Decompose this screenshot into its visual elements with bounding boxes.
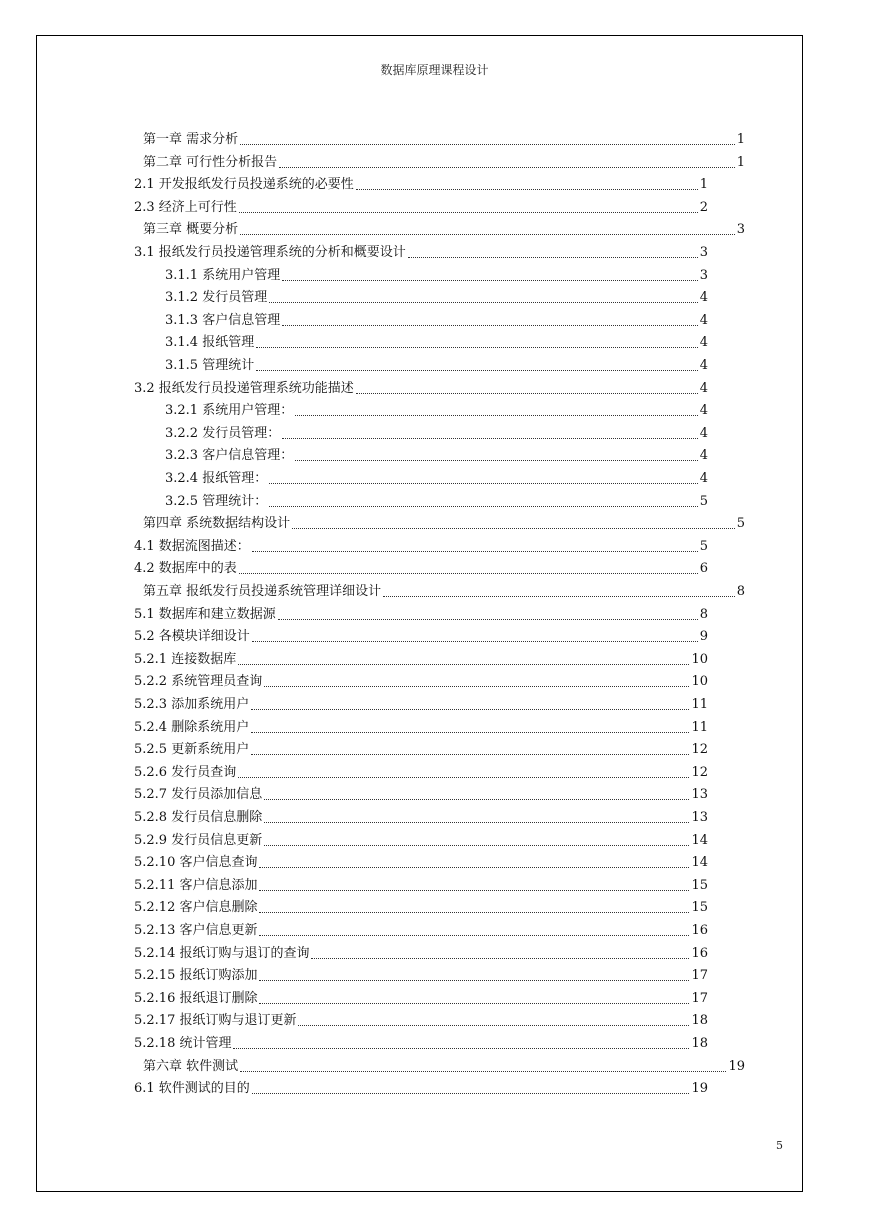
- toc-entry-label: 5.2.3 添加系统用户: [134, 697, 250, 712]
- toc-entry-label: 5.2.11 客户信息添加: [134, 878, 258, 893]
- toc-dot-leader: [259, 912, 689, 913]
- toc-entry-label: 6.1 软件测试的目的: [134, 1081, 250, 1096]
- toc-entry-label: 第一章 需求分析: [143, 132, 239, 147]
- toc-entry[interactable]: [134, 918, 708, 940]
- toc-dot-leader: [264, 686, 689, 687]
- toc-entry-page: 1: [699, 177, 708, 192]
- toc-entry-label: 5.2.4 删除系统用户: [134, 720, 250, 735]
- toc-entry-page: 13: [691, 787, 708, 802]
- toc-dot-leader: [282, 325, 698, 326]
- toc-entry-label: 2.1 开发报纸发行员投递系统的必要性: [134, 177, 354, 192]
- toc-entry-page: 15: [691, 878, 708, 893]
- toc-entry-page: 3: [699, 268, 708, 283]
- toc-entry-page: 2: [699, 200, 708, 215]
- toc-entry-page: 5: [699, 539, 708, 554]
- toc-entry[interactable]: [134, 895, 708, 917]
- toc-dot-leader: [256, 347, 698, 348]
- toc-entry[interactable]: [134, 941, 708, 963]
- toc-entry-page: 4: [699, 403, 708, 418]
- toc-entry-label: 3.2.4 报纸管理：: [165, 471, 268, 486]
- toc-entry-label: 5.2.1 连接数据库: [134, 652, 237, 667]
- toc-entry-page: 4: [699, 448, 708, 463]
- toc-entry-label: 4.1 数据流图描述：: [134, 539, 250, 554]
- toc-entry-label: 5.2.2 系统管理员查询: [134, 674, 263, 689]
- toc-entry-page: 14: [691, 833, 708, 848]
- toc-entry-label: 3.1.3 客户信息管理: [165, 313, 281, 328]
- toc-entry-page: 17: [691, 991, 708, 1006]
- toc-entry-page: 3: [699, 245, 708, 260]
- toc-dot-leader: [259, 890, 689, 891]
- toc-entry[interactable]: [134, 715, 708, 737]
- toc-dot-leader: [278, 619, 698, 620]
- toc-dot-leader: [251, 754, 689, 755]
- toc-entry-page: 19: [691, 1081, 708, 1096]
- toc-entry-page: 5: [699, 494, 708, 509]
- toc-entry[interactable]: [165, 443, 708, 465]
- toc-entry[interactable]: [165, 285, 708, 307]
- toc-entry[interactable]: [134, 647, 708, 669]
- toc-entry[interactable]: [165, 353, 708, 375]
- toc-entry-page: 4: [699, 381, 708, 396]
- toc-entry-page: 1: [736, 132, 745, 147]
- toc-entry-label: 3.1 报纸发行员投递管理系统的分析和概要设计: [134, 245, 406, 260]
- toc-entry-label: 5.2.10 客户信息查询: [134, 855, 258, 870]
- toc-entry-label: 5.2.8 发行员信息删除: [134, 810, 263, 825]
- toc-entry[interactable]: [134, 1008, 708, 1030]
- toc-entry-label: 5.2.17 报纸订购与退订更新: [134, 1013, 297, 1028]
- toc-entry-label: 3.1.1 系统用户管理: [165, 268, 281, 283]
- toc-entry-page: 4: [699, 290, 708, 305]
- toc-entry-page: 12: [691, 742, 708, 757]
- toc-entry[interactable]: [165, 308, 708, 330]
- toc-entry[interactable]: [134, 556, 708, 578]
- page-header: 数据库原理课程设计: [380, 63, 489, 77]
- toc-dot-leader: [259, 980, 689, 981]
- toc-entry-page: 16: [691, 923, 708, 938]
- toc-entry[interactable]: [143, 217, 745, 239]
- toc-entry[interactable]: [165, 330, 708, 352]
- toc-entry[interactable]: [165, 398, 708, 420]
- toc-dot-leader: [282, 280, 698, 281]
- toc-entry-page: 4: [699, 471, 708, 486]
- toc-dot-leader: [383, 596, 735, 597]
- toc-entry-label: 5.2.13 客户信息更新: [134, 923, 258, 938]
- toc-dot-leader: [252, 551, 698, 552]
- toc-entry-page: 4: [699, 358, 708, 373]
- toc-dot-leader: [233, 1048, 689, 1049]
- toc-dot-leader: [240, 234, 735, 235]
- toc-dot-leader: [282, 438, 698, 439]
- toc-entry-label: 5.2.7 发行员添加信息: [134, 787, 263, 802]
- toc-entry-label: 5.2.9 发行员信息更新: [134, 833, 263, 848]
- toc-entry[interactable]: [134, 624, 708, 646]
- toc-dot-leader: [295, 460, 698, 461]
- toc-dot-leader: [240, 144, 735, 145]
- toc-entry[interactable]: [134, 1031, 708, 1053]
- toc-dot-leader: [256, 370, 698, 371]
- toc-entry-page: 4: [699, 335, 708, 350]
- toc-entry-label: 5.2.12 客户信息删除: [134, 900, 258, 915]
- toc-dot-leader: [298, 1025, 689, 1026]
- toc-entry-label: 第六章 软件测试: [143, 1059, 239, 1074]
- toc-entry-page: 17: [691, 968, 708, 983]
- toc-entry-page: 15: [691, 900, 708, 915]
- toc-entry-page: 13: [691, 810, 708, 825]
- toc-dot-leader: [279, 167, 735, 168]
- toc-dot-leader: [292, 528, 735, 529]
- toc-entry[interactable]: [134, 850, 708, 872]
- toc-entry[interactable]: [134, 534, 708, 556]
- toc-dot-leader: [356, 393, 698, 394]
- toc-entry-label: 5.2 各模块详细设计: [134, 629, 250, 644]
- toc-entry-label: 5.2.5 更新系统用户: [134, 742, 250, 757]
- toc-entry-label: 3.2.5 管理统计：: [165, 494, 268, 509]
- toc-entry-page: 1: [736, 155, 745, 170]
- toc-dot-leader: [269, 506, 698, 507]
- toc-entry[interactable]: [165, 421, 708, 443]
- toc-entry[interactable]: [143, 579, 745, 601]
- toc-entry[interactable]: [134, 760, 708, 782]
- toc-entry[interactable]: [134, 782, 708, 804]
- toc-entry-page: 11: [691, 697, 708, 712]
- toc-entry[interactable]: [134, 692, 708, 714]
- toc-entry-label: 5.2.6 发行员查询: [134, 765, 237, 780]
- toc-entry-page: 10: [691, 674, 708, 689]
- toc-entry[interactable]: [143, 1054, 745, 1076]
- toc-dot-leader: [259, 867, 689, 868]
- toc-entry[interactable]: [134, 376, 708, 398]
- toc-entry-label: 3.2 报纸发行员投递管理系统功能描述: [134, 381, 354, 396]
- toc-entry-page: 10: [691, 652, 708, 667]
- toc-entry[interactable]: [134, 602, 708, 624]
- toc-entry-label: 3.1.5 管理统计: [165, 358, 255, 373]
- toc-entry-page: 18: [691, 1036, 708, 1051]
- toc-dot-leader: [311, 958, 689, 959]
- toc-dot-leader: [259, 935, 689, 936]
- toc-entry-page: 11: [691, 720, 708, 735]
- toc-entry-page: 14: [691, 855, 708, 870]
- toc-entry[interactable]: [143, 150, 745, 172]
- toc-entry-page: 8: [699, 607, 708, 622]
- toc-dot-leader: [238, 664, 689, 665]
- toc-entry-page: 9: [699, 629, 708, 644]
- toc-entry[interactable]: [134, 873, 708, 895]
- toc-entry[interactable]: [143, 511, 745, 533]
- toc-dot-leader: [264, 822, 689, 823]
- toc-dot-leader: [264, 845, 689, 846]
- toc-entry-label: 3.2.2 发行员管理：: [165, 426, 281, 441]
- toc-entry-label: 第四章 系统数据结构设计: [143, 516, 291, 531]
- toc-entry[interactable]: [134, 1076, 708, 1098]
- toc-entry-label: 5.2.15 报纸订购添加: [134, 968, 258, 983]
- toc-entry-page: 5: [736, 516, 745, 531]
- toc-entry[interactable]: [165, 263, 708, 285]
- toc-entry[interactable]: [143, 127, 745, 149]
- toc-entry-label: 5.1 数据库和建立数据源: [134, 607, 276, 622]
- toc-entry-label: 3.2.1 系统用户管理：: [165, 403, 294, 418]
- toc-entry-label: 第二章 可行性分析报告: [143, 155, 278, 170]
- toc-dot-leader: [356, 189, 698, 190]
- toc-entry-page: 4: [699, 313, 708, 328]
- toc-entry-label: 3.1.4 报纸管理: [165, 335, 255, 350]
- toc-entry[interactable]: [134, 172, 708, 194]
- toc-entry-label: 5.2.18 统计管理: [134, 1036, 232, 1051]
- page-number: 5: [776, 1139, 783, 1152]
- toc-dot-leader: [252, 1093, 690, 1094]
- toc-entry-label: 2.3 经济上可行性: [134, 200, 237, 215]
- toc-entry[interactable]: [134, 986, 708, 1008]
- toc-entry[interactable]: [134, 828, 708, 850]
- toc-dot-leader: [251, 709, 689, 710]
- toc-entry[interactable]: [134, 805, 708, 827]
- toc-dot-leader: [239, 212, 698, 213]
- toc-entry[interactable]: [165, 466, 708, 488]
- toc-entry-label: 3.2.3 客户信息管理：: [165, 448, 294, 463]
- toc-entry-label: 5.2.16 报纸退订删除: [134, 991, 258, 1006]
- toc-entry-label: 第三章 概要分析: [143, 222, 239, 237]
- toc-entry-label: 3.1.2 发行员管理: [165, 290, 268, 305]
- toc-entry-page: 3: [736, 222, 745, 237]
- toc-entry-label: 5.2.14 报纸订购与退订的查询: [134, 946, 310, 961]
- toc-dot-leader: [269, 483, 698, 484]
- toc-entry-label: 4.2 数据库中的表: [134, 561, 237, 576]
- toc-entry-page: 19: [728, 1059, 745, 1074]
- toc-dot-leader: [295, 415, 698, 416]
- toc-dot-leader: [238, 777, 689, 778]
- toc-dot-leader: [408, 257, 698, 258]
- toc-entry[interactable]: [165, 489, 708, 511]
- toc-dot-leader: [264, 799, 689, 800]
- toc-entry-page: 8: [736, 584, 745, 599]
- toc-entry-page: 6: [699, 561, 708, 576]
- toc-entry[interactable]: [134, 737, 708, 759]
- toc-entry[interactable]: [134, 669, 708, 691]
- toc-entry-page: 18: [691, 1013, 708, 1028]
- toc-dot-leader: [239, 573, 698, 574]
- toc-entry[interactable]: [134, 963, 708, 985]
- toc-entry-page: 16: [691, 946, 708, 961]
- toc-dot-leader: [252, 641, 698, 642]
- toc-entry-page: 4: [699, 426, 708, 441]
- toc-dot-leader: [259, 1003, 689, 1004]
- toc-entry[interactable]: [134, 240, 708, 262]
- toc-entry-page: 12: [691, 765, 708, 780]
- toc-entry[interactable]: [134, 195, 708, 217]
- toc-dot-leader: [251, 732, 689, 733]
- toc-dot-leader: [269, 302, 698, 303]
- toc-dot-leader: [240, 1071, 726, 1072]
- toc-entry-label: 第五章 报纸发行员投递系统管理详细设计: [143, 584, 382, 599]
